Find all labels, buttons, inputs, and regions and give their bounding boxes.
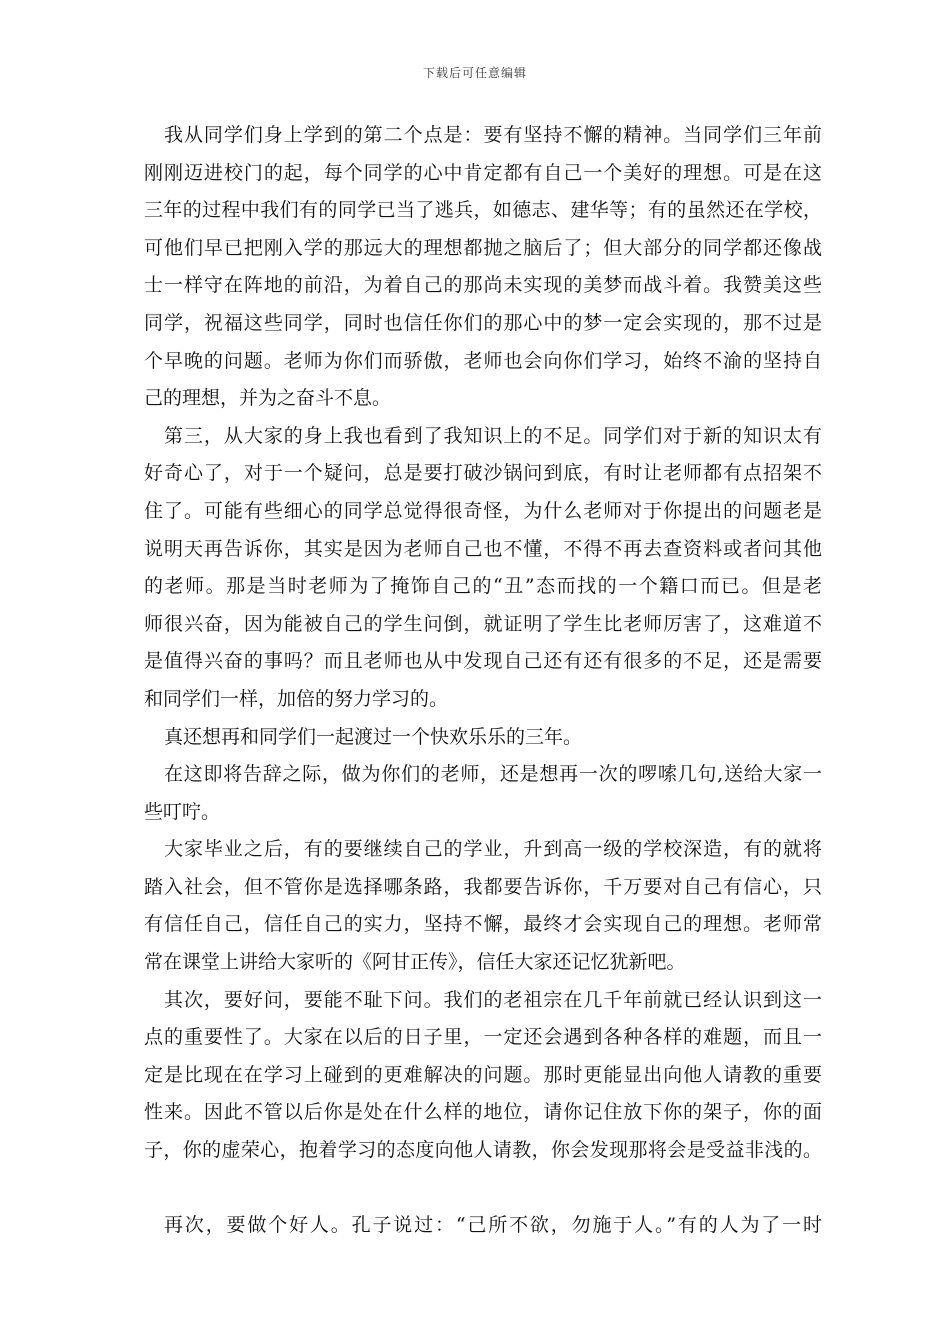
text-line: 在这即将告辞之际，做为你们的老师，还是想再一次的啰嗦几句,送给大家一	[164, 763, 822, 786]
text-line: 定是比现在在学习上碰到的更难解决的问题。那时更能显出向他人请教的重要	[144, 1063, 822, 1086]
text-line: 同学，祝福这些同学，同时也信任你们的那心中的梦一定会实现的，那不过是	[144, 311, 822, 334]
document-body	[144, 117, 822, 1245]
text-line: 第三，从大家的身上我也看到了我知识上的不足。同学们对于新的知识太有	[164, 424, 822, 447]
text-line: 好奇心了，对于一个疑问，总是要打破沙锅问到底，有时让老师都有点招架不	[144, 462, 822, 485]
text-line: 点的重要性了。大家在以后的日子里，一定还会遇到各种各样的难题，而且一	[144, 1026, 822, 1049]
text-line: 己的理想，并为之奋斗不息。	[144, 387, 392, 410]
text-line: 真还想再和同学们一起渡过一个快欢乐乐的三年。	[164, 725, 583, 748]
text-line: 再次，要做个好人。孔子说过：“己所不欲，勿施于人。”有的人为了一时	[164, 1214, 822, 1237]
text-line: 性来。因此不管以后你是处在什么样的地位，请你记住放下你的架子，你的面	[144, 1101, 822, 1124]
page-header	[0, 64, 950, 82]
header-text: 下载后可任意编辑	[422, 66, 527, 80]
text-line: 其次，要好问，要能不耻下问。我们的老祖宗在几千年前就已经认识到这一	[164, 988, 822, 1011]
text-line: 三年的过程中我们有的同学已当了逃兵，如德志、建华等；有的虽然还在学校，	[144, 199, 822, 222]
text-line: 子，你的虚荣心，抱着学习的态度向他人请教，你会发现那将会是受益非浅的。	[144, 1139, 822, 1162]
text-line: 我从同学们身上学到的第二个点是：要有坚持不懈的精神。当同学们三年前	[164, 124, 822, 146]
text-line: 刚刚迈进校门的起，每个同学的心中肯定都有自己一个美好的理想。可是在这	[144, 161, 822, 184]
text-line: 是值得兴奋的事吗？而且老师也从中发现自己还有还有很多的不足，还是需要	[144, 650, 822, 673]
text-line: 和同学们一样，加倍的努力学习的。	[144, 687, 449, 710]
text-line: 士一样守在阵地的前沿，为着自己的那尚未实现的美梦而战斗着。我赞美这些	[144, 274, 822, 297]
text-line: 有信任自己，信任自己的实力，坚持不懈，最终才会实现自己的理想。老师常	[144, 913, 822, 936]
text-line: 些叮咛。	[144, 800, 221, 823]
text-line: 师很兴奋，因为能被自己的学生问倒，就证明了学生比老师厉害了，这难道不	[144, 612, 822, 635]
text-line: 踏入社会，但不管你是选择哪条路，我都要告诉你，千万要对自己有信心，只	[144, 875, 822, 898]
blank-line	[144, 1170, 822, 1208]
text-line: 常在课堂上讲给大家听的《阿甘正传》，信任大家还记忆犹新吧。	[144, 951, 686, 974]
text-line: 的老师。那是当时老师为了掩饰自己的“丑”态而找的一个籍口而已。但是老	[144, 575, 822, 598]
text-line: 住了。可能有些细心的同学总觉得很奇怪，为什么老师对于你提出的问题老是	[144, 499, 822, 522]
text-line: 可他们早已把刚入学的那远大的理想都抛之脑后了；但大部分的同学都还像战	[144, 236, 822, 259]
text-line: 说明天再告诉你，其实是因为老师自己也不懂，不得不再去查资料或者问其他	[144, 537, 822, 560]
text-line: 个早晚的问题。老师为你们而骄傲，老师也会向你们学习，始终不渝的坚持自	[144, 349, 822, 372]
text-line: 大家毕业之后，有的要继续自己的学业，升到高一级的学校深造，有的就将	[164, 838, 822, 861]
